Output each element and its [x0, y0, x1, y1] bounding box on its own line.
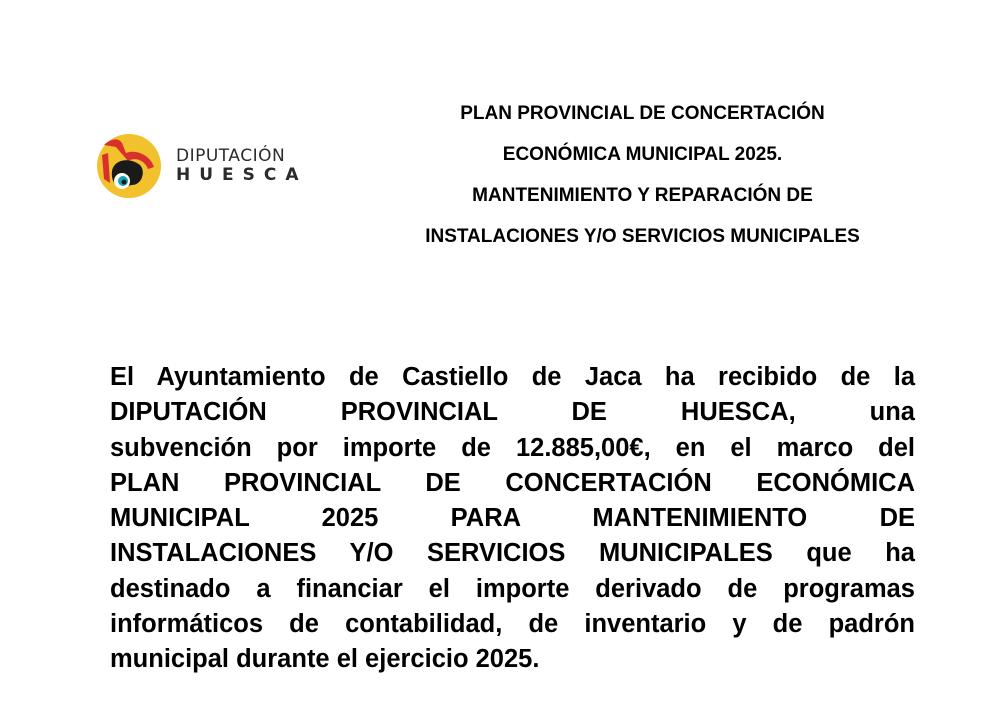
logo-emblem-icon — [96, 133, 162, 199]
diputacion-huesca-logo — [96, 133, 308, 199]
body-line: subvención por importe de 12.885,00€, en el marco del — [110, 433, 915, 462]
logo-line-2: HUESCA — [176, 165, 308, 185]
body-line: destinado a financiar el importe derivado de programas — [110, 574, 915, 603]
body-line: MUNICIPAL 2025 PARA MANTENIMIENTO DE — [110, 504, 915, 533]
title-line: INSTALACIONES Y/O SERVICIOS MUNICIPALES — [425, 226, 860, 247]
body-paragraph — [110, 360, 915, 678]
body-line: El Ayuntamiento de Castiello de Jaca ha recibido de la — [110, 363, 915, 391]
body-line: DIPUTACIÓN PROVINCIAL DE HUESCA, una — [110, 398, 915, 427]
logo-line-1: DIPUTACIÓN — [176, 146, 286, 166]
body-line: INSTALACIONES Y/O SERVICIOS MUNICIPALES que ha — [110, 539, 915, 568]
body-line: municipal durante el ejercicio 2025. — [110, 645, 540, 674]
title-line: PLAN PROVINCIAL DE CONCERTACIÓN — [460, 103, 825, 124]
body-line: PLAN PROVINCIAL DE CONCERTACIÓN ECONÓMICA — [110, 468, 915, 497]
title-line: ECONÓMICA MUNICIPAL 2025. — [502, 144, 783, 165]
document-title — [360, 102, 925, 266]
body-line: informáticos de contabilidad, de inventario y de padrón — [110, 610, 915, 639]
title-line: MANTENIMIENTO Y REPARACIÓN DE — [472, 185, 813, 206]
